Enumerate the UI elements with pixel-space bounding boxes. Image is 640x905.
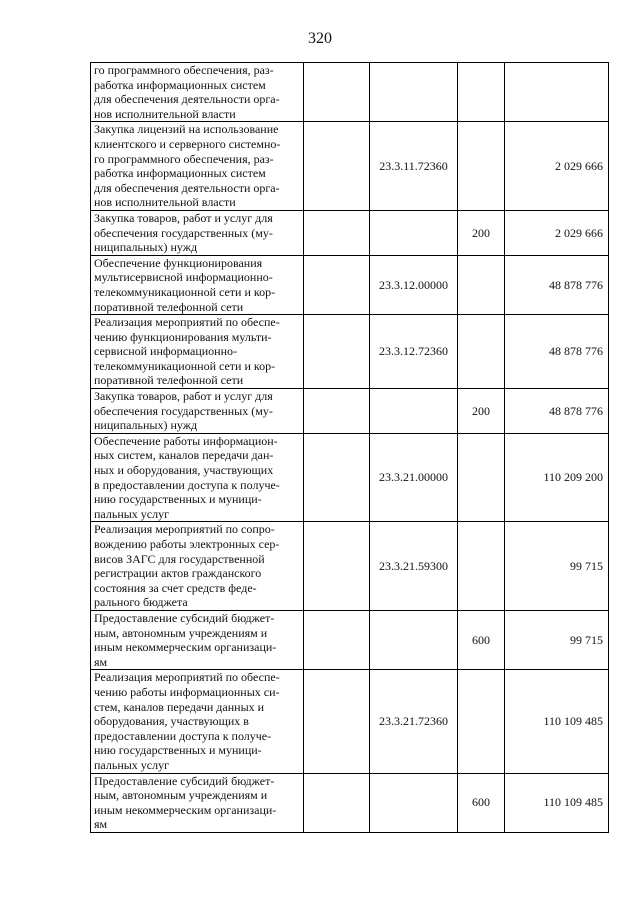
amount-cell: 110 109 485: [505, 773, 609, 832]
table-row: [91, 255, 609, 314]
expense-type-cell: 600: [458, 773, 505, 832]
budget-table: [90, 62, 609, 833]
item-name-cell: [91, 670, 304, 773]
table-row: [91, 389, 609, 434]
item-name-line: го программного обеспечения, раз-: [94, 151, 274, 166]
item-name-line: предоставлении доступа к получе-: [94, 728, 272, 743]
table-body: [91, 63, 609, 833]
blank-column-cell: [304, 433, 370, 522]
item-name-cell: [91, 433, 304, 522]
item-name-line: для обеспечения деятельности орга-: [94, 92, 280, 107]
item-name-line: Закупка лицензий на использование: [94, 122, 279, 137]
item-name-line: иным некоммерческим организаци-: [94, 802, 277, 817]
item-name-line: обеспечения государственных (му-: [94, 225, 273, 240]
item-name-line: сервисной информационно-: [94, 344, 238, 359]
page-number: 320: [308, 30, 332, 47]
item-name-line: поративной телефонной сети: [94, 373, 244, 388]
item-name-cell: [91, 122, 304, 211]
blank-column-cell: [304, 670, 370, 773]
item-name-cell: [91, 610, 304, 669]
item-name-cell: [91, 315, 304, 389]
blank-column-cell: [304, 389, 370, 434]
item-name-line: чению функционирования мульти-: [94, 329, 272, 344]
amount-cell: 48 878 776: [505, 315, 609, 389]
item-name-line: нов исполнительной власти: [94, 195, 236, 210]
item-name-cell: [91, 210, 304, 255]
item-name-cell: [91, 255, 304, 314]
item-name-line: пальных услуг: [94, 757, 170, 772]
blank-column-cell: [304, 63, 370, 122]
amount-cell: 2 029 666: [505, 210, 609, 255]
target-article-code-cell: 23.3.21.00000: [370, 433, 458, 522]
target-article-code-cell: 23.3.12.00000: [370, 255, 458, 314]
expense-type-cell: [458, 433, 505, 522]
table-row: [91, 773, 609, 832]
item-name-line: клиентского и серверного системно-: [94, 136, 281, 151]
item-name-line: регистрации актов гражданского: [94, 566, 262, 581]
item-name-line: для обеспечения деятельности орга-: [94, 180, 280, 195]
blank-column-cell: [304, 522, 370, 611]
item-name-line: Обеспечение работы информацион-: [94, 433, 278, 448]
item-name-line: Закупка товаров, работ и услуг для: [94, 389, 273, 404]
item-name-line: Предоставление субсидий бюджет-: [94, 773, 275, 788]
expense-type-cell: 200: [458, 210, 505, 255]
blank-column-cell: [304, 210, 370, 255]
item-name-line: чению работы информационных си-: [94, 684, 280, 699]
expense-type-cell: [458, 255, 505, 314]
table-row: [91, 63, 609, 122]
target-article-code-cell: [370, 389, 458, 434]
target-article-code-cell: 23.3.21.72360: [370, 670, 458, 773]
target-article-code-cell: [370, 63, 458, 122]
item-name-line: ям: [94, 817, 108, 832]
expense-type-cell: 600: [458, 610, 505, 669]
item-name-line: оборудования, участвующих в: [94, 714, 249, 729]
item-name-line: пальных услуг: [94, 506, 170, 521]
expense-type-cell: [458, 315, 505, 389]
item-name-line: Закупка товаров, работ и услуг для: [94, 210, 273, 225]
table-row: [91, 670, 609, 773]
expense-type-cell: [458, 63, 505, 122]
table-row: [91, 315, 609, 389]
target-article-code-cell: 23.3.12.72360: [370, 315, 458, 389]
item-name-line: рального бюджета: [94, 595, 188, 610]
item-name-line: ниципальных) нужд: [94, 240, 198, 255]
blank-column-cell: [304, 122, 370, 211]
item-name-line: обеспечения государственных (му-: [94, 403, 273, 418]
target-article-code-cell: 23.3.21.59300: [370, 522, 458, 611]
item-name-line: ниципальных) нужд: [94, 418, 198, 433]
expense-type-cell: [458, 670, 505, 773]
target-article-code-cell: [370, 210, 458, 255]
item-name-line: висов ЗАГС для государственной: [94, 551, 265, 566]
table-row: [91, 122, 609, 211]
amount-cell: 2 029 666: [505, 122, 609, 211]
item-name-line: Обеспечение функционирования: [94, 255, 263, 270]
item-name-cell: [91, 63, 304, 122]
item-name-line: нию государственных и муници-: [94, 492, 262, 507]
amount-cell: 99 715: [505, 522, 609, 611]
amount-cell: 99 715: [505, 610, 609, 669]
item-name-line: вождению работы электронных сер-: [94, 537, 280, 551]
blank-column-cell: [304, 255, 370, 314]
item-name-line: ным, автономным учреждениям и: [94, 788, 268, 803]
item-name-line: поративной телефонной сети: [94, 299, 244, 314]
item-name-line: телекоммуникационной сети и кор-: [94, 284, 276, 299]
blank-column-cell: [304, 315, 370, 389]
target-article-code-cell: [370, 773, 458, 832]
item-name-line: мультисервисной информационно-: [94, 270, 273, 285]
item-name-line: нов исполнительной власти: [94, 106, 236, 121]
item-name-line: в предоставлении доступа к получе-: [94, 477, 280, 492]
item-name-line: стем, каналов передачи данных и: [94, 699, 265, 714]
item-name-cell: [91, 522, 304, 611]
target-article-code-cell: 23.3.11.72360: [370, 122, 458, 211]
table-row: [91, 522, 609, 611]
item-name-line: го программного обеспечения, раз-: [94, 63, 274, 77]
item-name-line: нию государственных и муници-: [94, 743, 262, 758]
amount-cell: 110 109 485: [505, 670, 609, 773]
item-name-line: Предоставление субсидий бюджет-: [94, 610, 275, 625]
item-name-line: работка информационных систем: [94, 166, 266, 181]
amount-cell: [505, 63, 609, 122]
item-name-line: состояния за счет средств феде-: [94, 580, 257, 595]
expense-type-cell: [458, 122, 505, 211]
item-name-line: Реализация мероприятий по сопро-: [94, 522, 275, 537]
item-name-line: иным некоммерческим организаци-: [94, 640, 277, 655]
item-name-line: ных и оборудования, участвующих: [94, 463, 274, 478]
expense-type-cell: [458, 522, 505, 611]
blank-column-cell: [304, 610, 370, 669]
item-name-line: ям: [94, 654, 108, 669]
table-row: [91, 433, 609, 522]
item-name-line: ным, автономным учреждениям и: [94, 625, 268, 640]
blank-column-cell: [304, 773, 370, 832]
item-name-line: ных систем, каналов передачи дан-: [94, 448, 274, 463]
item-name-line: телекоммуникационной сети и кор-: [94, 358, 276, 373]
item-name-cell: [91, 389, 304, 434]
target-article-code-cell: [370, 610, 458, 669]
amount-cell: 48 878 776: [505, 389, 609, 434]
table-row: [91, 610, 609, 669]
expense-type-cell: 200: [458, 389, 505, 434]
item-name-line: Реализация мероприятий по обеспе-: [94, 670, 280, 685]
amount-cell: 48 878 776: [505, 255, 609, 314]
item-name-cell: [91, 773, 304, 832]
amount-cell: 110 209 200: [505, 433, 609, 522]
item-name-line: работка информационных систем: [94, 77, 266, 92]
item-name-line: Реализация мероприятий по обеспе-: [94, 315, 280, 330]
table-row: [91, 210, 609, 255]
